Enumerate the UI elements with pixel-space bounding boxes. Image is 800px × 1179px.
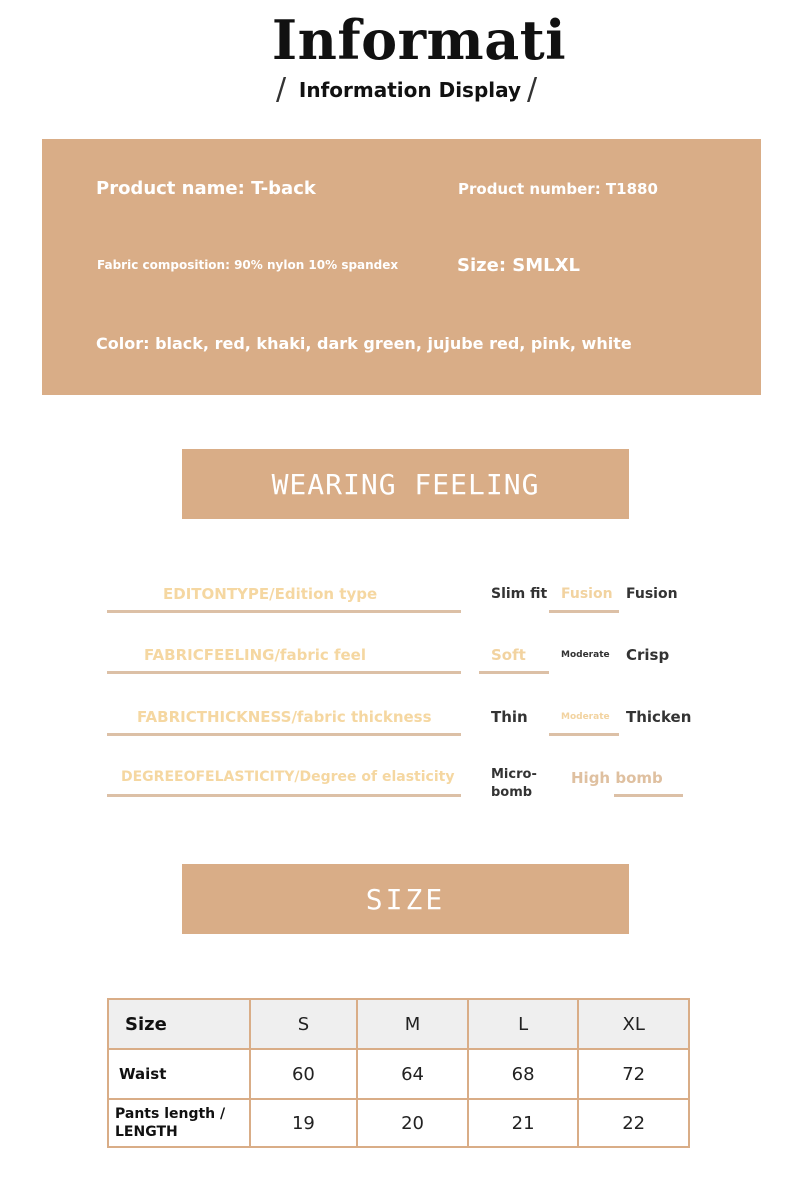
table-row	[108, 1049, 689, 1099]
thickness-option-thicken: Thicken	[626, 708, 692, 726]
length-s: 19	[250, 1099, 358, 1147]
product-name: Product name: T-back	[96, 178, 316, 199]
size-col-l: L	[468, 999, 579, 1049]
size-col-xl: XL	[578, 999, 689, 1049]
edition-option-fusion-selected: Fusion	[561, 586, 613, 602]
size-range: Size: SMLXL	[457, 255, 580, 276]
feel-selected-underline	[479, 671, 549, 674]
pants-length-label: Pants length / LENGTH	[108, 1099, 250, 1147]
size-header-label: Size	[108, 999, 250, 1049]
table-row	[108, 1099, 689, 1147]
elasticity-selected-underline	[614, 794, 683, 797]
size-header-row	[108, 999, 689, 1049]
page-title: Informati	[271, 8, 567, 72]
color-list: Color: black, red, khaki, dark green, jujube red, pink, white	[96, 334, 632, 353]
fabric-thickness-label: FABRICTHICKNESS/fabric thickness	[137, 708, 432, 726]
edition-option-slim-fit: Slim fit	[491, 586, 548, 602]
slash-right: /	[527, 72, 538, 107]
edition-type-label: EDITONTYPE/Edition type	[163, 585, 378, 603]
edition-option-fusion: Fusion	[626, 586, 678, 602]
feel-option-soft-selected: Soft	[491, 646, 526, 664]
size-banner: SIZE	[182, 864, 629, 934]
waist-l: 68	[468, 1049, 579, 1099]
waist-m: 64	[357, 1049, 468, 1099]
waist-s: 60	[250, 1049, 358, 1099]
length-l: 21	[468, 1099, 579, 1147]
waist-label: Waist	[108, 1049, 250, 1099]
page-subtitle: Information Display	[298, 78, 522, 102]
slash-left: /	[276, 72, 287, 107]
length-m: 20	[357, 1099, 468, 1147]
feel-option-crisp: Crisp	[626, 646, 670, 664]
fabric-feel-underline	[107, 671, 461, 674]
elasticity-option-micro-bomb: Micro- bomb	[491, 767, 537, 800]
waist-xl: 72	[578, 1049, 689, 1099]
feel-option-moderate: Moderate	[561, 650, 610, 660]
elasticity-underline	[107, 794, 461, 797]
size-chart-table	[107, 998, 690, 1148]
fabric-composition: Fabric composition: 90% nylon 10% spandex	[97, 258, 399, 272]
fabric-thickness-underline	[107, 733, 461, 736]
length-xl: 22	[578, 1099, 689, 1147]
thickness-selected-underline	[549, 733, 619, 736]
size-col-s: S	[250, 999, 358, 1049]
thickness-option-thin: Thin	[491, 708, 528, 726]
thickness-option-moderate-selected: Moderate	[561, 712, 610, 722]
elasticity-label: DEGREEOFELASTICITY/Degree of elasticity	[121, 769, 455, 785]
edition-type-underline	[107, 610, 461, 613]
fabric-feel-label: FABRICFEELING/fabric feel	[144, 646, 366, 664]
elasticity-option-high-bomb-selected: High bomb	[571, 769, 663, 787]
product-number: Product number: T1880	[458, 180, 658, 198]
wearing-feeling-banner: WEARING FEELING	[182, 449, 629, 519]
edition-selected-underline	[549, 610, 619, 613]
size-col-m: M	[357, 999, 468, 1049]
